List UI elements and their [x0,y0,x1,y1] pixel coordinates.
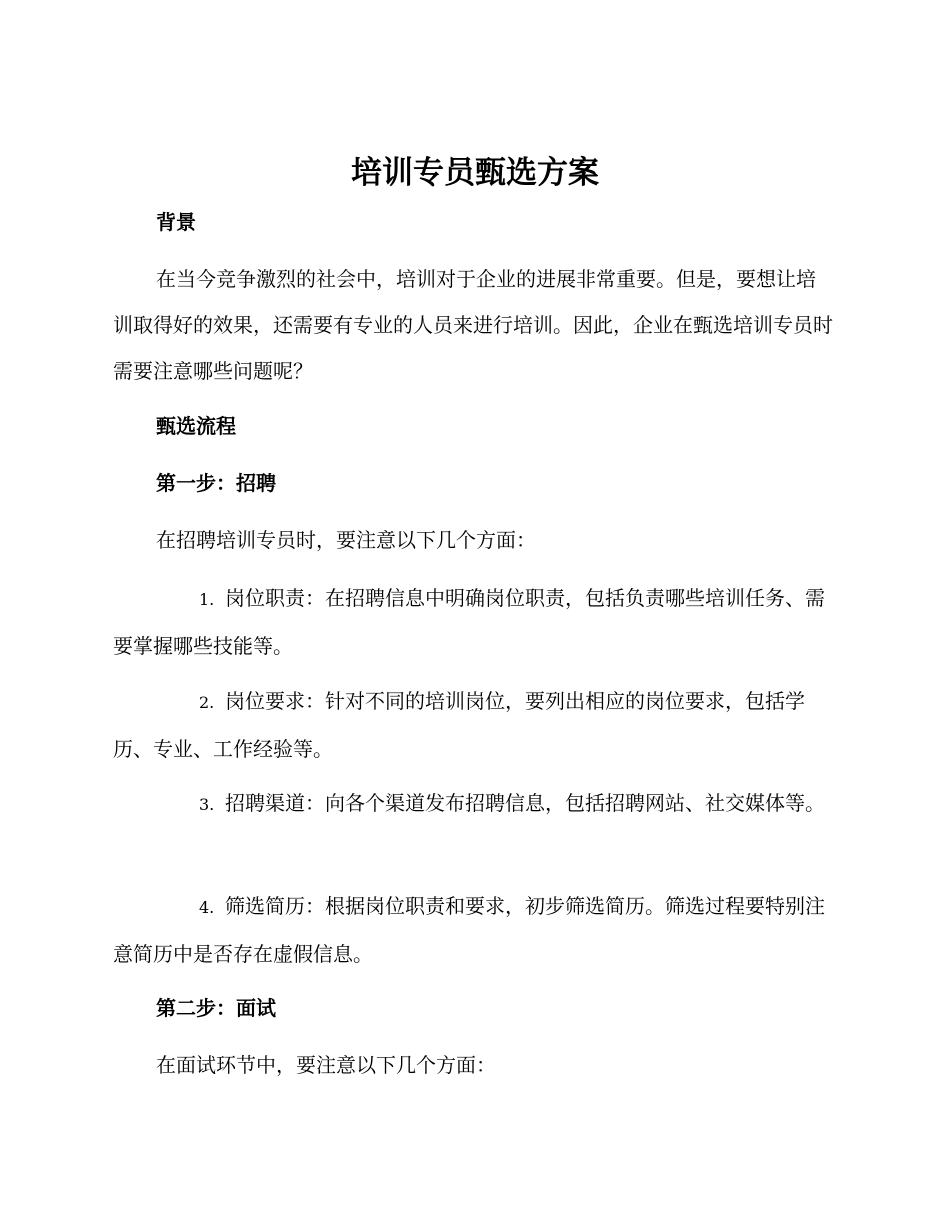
list-item [113,780,833,828]
step2-intro: 在面试环节中，要注意以下几个方面： [156,1053,496,1077]
step2-heading: 第二步：面试 [156,996,276,1020]
list-item-number: 2. [199,693,215,712]
list-item-number: 1. [199,590,215,609]
list-item-number: 3. [199,795,215,814]
process-heading: 甄选流程 [156,414,236,438]
step1-intro: 在招聘培训专员时，要注意以下几个方面： [156,528,536,552]
step1-heading: 第一步：招聘 [156,471,276,495]
background-heading: 背景 [156,210,196,234]
background-paragraph: 在当今竞争激烈的社会中，培训对于企业的进展非常重要。但是，要想让培训取得好的效果，还需要有专业的人员来进行培训。因此，企业在甄选培训专员时需要注意哪些问题呢？ [113,267,833,383]
list-item [113,678,833,772]
list-item-text: 招聘渠道：向各个渠道发布招聘信息，包括招聘网站、社交媒体等。 [225,791,825,815]
list-item [113,575,833,669]
list-item-number: 4. [199,898,215,917]
list-item-text: 筛选简历：根据岗位职责和要求，初步筛选简历。筛选过程要特别注意简历中是否存在虚假信息。 [113,894,825,966]
list-item-text: 岗位要求：针对不同的培训岗位，要列出相应的岗位要求，包括学历、专业、工作经验等。 [113,689,805,761]
list-item-text: 岗位职责：在招聘信息中明确岗位职责，包括负责哪些培训任务、需要掌握哪些技能等。 [113,586,825,658]
document-title: 培训专员甄选方案 [351,155,599,191]
list-item [113,883,833,977]
